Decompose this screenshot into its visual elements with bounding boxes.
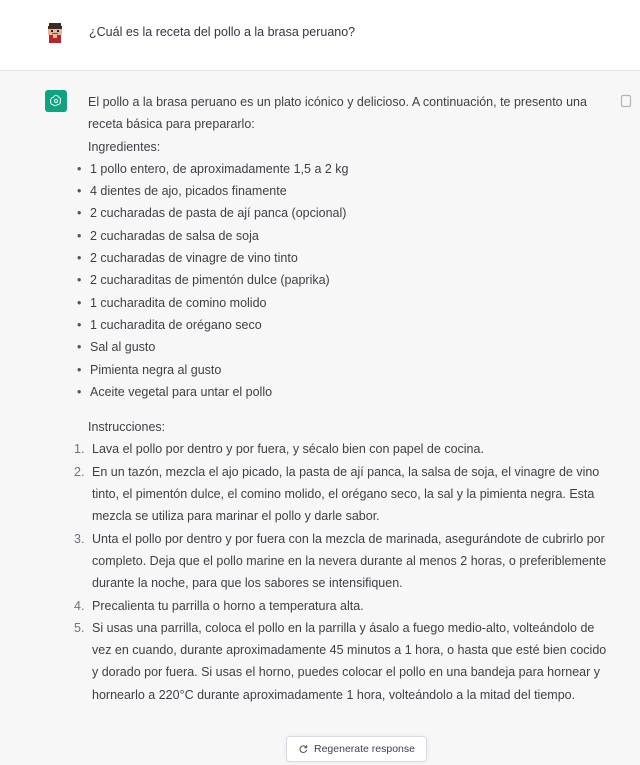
step-number: 2.	[74, 464, 85, 479]
step-number: 3.	[74, 531, 85, 546]
list-item	[74, 438, 608, 460]
list-item: • Sal al gusto	[78, 336, 608, 358]
ingredients-heading: Ingredientes:	[88, 139, 161, 154]
step-text: Lava el pollo por dentro y por fuera, y sécalo bien con papel de cocina.	[92, 442, 484, 457]
regenerate-response-button[interactable]	[286, 736, 427, 762]
instructions-list	[74, 438, 608, 706]
list-item: • 1 pollo entero, de aproximadamente 1,5 a 2 kg	[78, 158, 608, 180]
list-item: • 2 cucharadas de pasta de ají panca (opcional)	[78, 202, 608, 224]
step-text: Precalienta tu parrilla o horno a temperatura alta.	[92, 598, 364, 613]
list-item	[74, 595, 608, 617]
openai-logo-icon	[45, 90, 67, 112]
list-item: • 2 cucharadas de vinagre de vino tinto	[78, 247, 608, 269]
step-number: 1.	[74, 442, 85, 457]
copy-icon[interactable]	[620, 94, 632, 108]
refresh-icon	[298, 744, 308, 754]
instructions-heading: Instrucciones:	[88, 420, 166, 435]
list-item: • Pimienta negra al gusto	[78, 359, 608, 381]
user-avatar-icon	[45, 22, 65, 44]
assistant-response	[74, 91, 608, 706]
step-text: En un tazón, mezcla el ajo picado, la pasta de ají panca, la salsa de soja, el vinagre de vino tinto, el pimentón dulce, el comino molido, el orégano seco, la sal y la pimienta negra. Esta mezcla se utiliza para marinar el pollo y darle sabor.	[92, 464, 600, 524]
list-item: • 1 cucharadita de orégano seco	[78, 314, 608, 336]
step-text: Si usas una parrilla, coloca el pollo en la parrilla y ásalo a fuego medio-alto, volteándolo de vez en cuando, durante aproximadamente 45 minutos a 1 hora, o hasta que esté bien cocido y dorado por fuera. Si usas el horno, puedes colocar el pollo en una bandeja para hornear y hornearlo a 220°C durante aproximadamente 1 hora, volteándolo a la mitad del tiempo.	[92, 620, 607, 702]
list-item: • 4 dientes de ajo, picados finamente	[78, 180, 608, 202]
list-item: • 2 cucharaditas de pimentón dulce (paprika)	[78, 269, 608, 291]
ingredients-list	[78, 158, 608, 403]
response-intro: El pollo a la brasa peruano es un plato icónico y delicioso. A continuación, te presento una receta básica para prepararlo:	[88, 95, 587, 132]
step-number: 4.	[74, 598, 85, 613]
list-item	[74, 528, 608, 595]
user-message-row	[0, 0, 640, 71]
assistant-message-row	[0, 71, 640, 765]
step-text: Unta el pollo por dentro y por fuera con la mezcla de marinada, asegurándote de cubrirlo por completo. Deja que el pollo marine en la nevera durante al menos 2 horas, o preferiblemente durante la noche, para que los sabores se intensifiquen.	[92, 531, 607, 591]
step-number: 5.	[74, 620, 85, 635]
user-question: ¿Cuál es la receta del pollo a la brasa peruano?	[89, 25, 356, 39]
list-item: • 2 cucharadas de salsa de soja	[78, 225, 608, 247]
regenerate-label: Regenerate response	[314, 743, 415, 755]
list-item: • Aceite vegetal para untar el pollo	[78, 381, 608, 403]
list-item	[74, 461, 608, 528]
list-item: • 1 cucharadita de comino molido	[78, 292, 608, 314]
list-item	[74, 617, 608, 706]
